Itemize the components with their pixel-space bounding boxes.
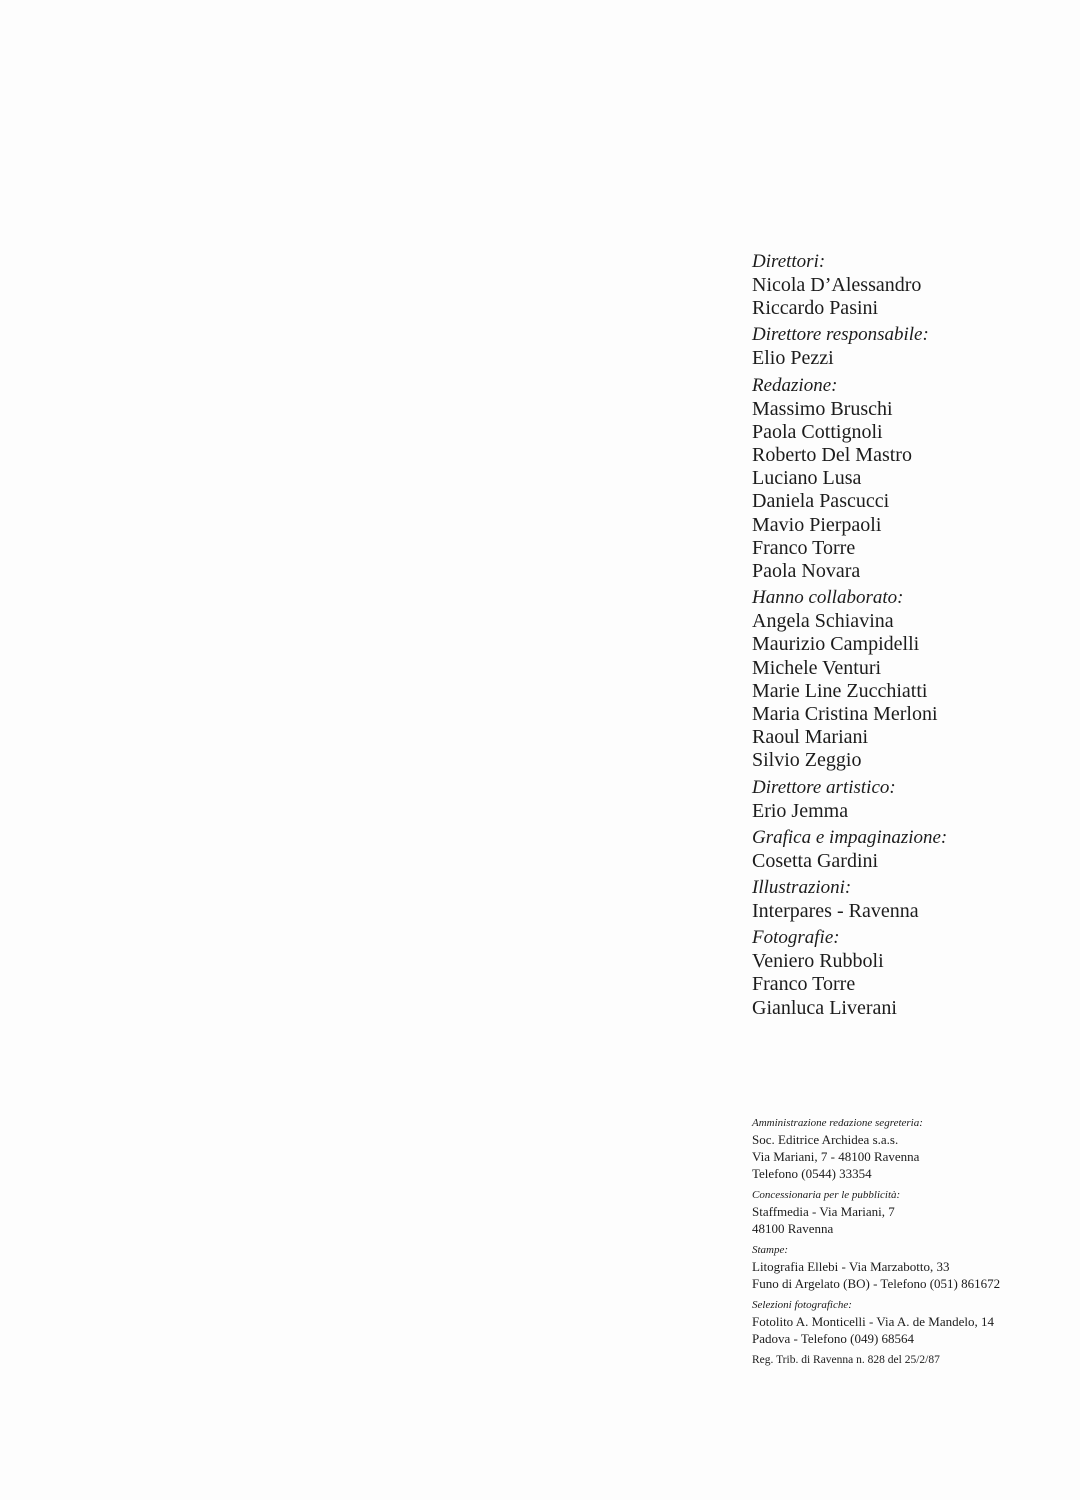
credit-name: Raoul Mariani	[752, 726, 869, 749]
credit-name: Franco Torre	[752, 536, 856, 559]
credit-section	[752, 586, 1072, 772]
imprint-line: Soc. Editrice Archidea s.a.s.	[752, 1132, 899, 1147]
credit-name: Nicola D’Alessandro	[752, 274, 922, 296]
imprint-block	[752, 1115, 1072, 1368]
imprint-line: Telefono (0544) 33354	[752, 1166, 872, 1181]
credit-section	[752, 374, 1072, 584]
imprint-label: Concessionaria per le pubblicità:	[752, 1189, 901, 1201]
credit-name: Gianluca Liverani	[752, 996, 897, 1019]
credits-block	[752, 250, 1072, 1023]
credit-role: Direttore responsabile:	[752, 324, 929, 346]
credit-section	[752, 876, 1072, 923]
credit-name: Maurizio Campidelli	[752, 633, 920, 656]
credit-name: Veniero Rubboli	[752, 950, 884, 973]
credit-role: Fotografie:	[752, 927, 840, 949]
credit-name: Franco Torre	[752, 973, 856, 996]
imprint-section	[752, 1297, 1072, 1347]
credit-name: Interpares - Ravenna	[752, 900, 919, 923]
credit-name: Paola Cottignoli	[752, 420, 883, 443]
imprint-label: Selezioni fotografiche:	[752, 1299, 852, 1311]
credit-name: Angela Schiavina	[752, 610, 894, 633]
credit-section	[752, 323, 1072, 370]
credit-role: Illustrazioni:	[752, 877, 852, 899]
credit-role: Grafica e impaginazione:	[752, 826, 948, 848]
imprint-label: Stampe:	[752, 1244, 789, 1256]
credit-name: Luciano Lusa	[752, 467, 862, 490]
imprint-line: Litografia Ellebi - Via Marzabotto, 33	[752, 1259, 950, 1274]
credit-name: Silvio Zeggio	[752, 749, 862, 772]
credit-name: Erio Jemma	[752, 799, 849, 822]
credit-name: Cosetta Gardini	[752, 849, 879, 872]
credit-name: Roberto Del Mastro	[752, 444, 912, 467]
credit-section	[752, 826, 1072, 873]
imprint-line: 48100 Ravenna	[752, 1221, 834, 1236]
credit-role: Direttore artistico:	[752, 776, 896, 798]
credit-role: Direttori:	[752, 251, 826, 272]
credit-section	[752, 926, 1072, 1020]
credit-name: Mavio Pierpaoli	[752, 513, 882, 536]
credit-name: Massimo Bruschi	[752, 397, 893, 420]
imprint-section	[752, 1115, 1072, 1182]
imprint-label: Amministrazione redazione segreteria:	[752, 1117, 923, 1129]
imprint-line: Funo di Argelato (BO) - Telefono (051) 861672	[752, 1276, 1001, 1291]
imprint-line: Staffmedia - Via Mariani, 7	[752, 1204, 895, 1219]
imprint-line: Via Mariani, 7 - 48100 Ravenna	[752, 1149, 920, 1164]
credit-name: Paola Novara	[752, 560, 861, 583]
credit-section	[752, 776, 1072, 823]
imprint-section	[752, 1187, 1072, 1237]
credit-role: Redazione:	[752, 374, 838, 396]
credit-role: Hanno collaborato:	[752, 587, 904, 609]
imprint-line: Fotolito A. Monticelli - Via A. de Mandelo, 14	[752, 1314, 994, 1329]
credit-section	[752, 250, 1072, 320]
imprint-section	[752, 1242, 1072, 1292]
credit-name: Elio Pezzi	[752, 347, 834, 370]
registration-note: Reg. Trib. di Ravenna n. 828 del 25/2/87	[752, 1354, 940, 1366]
credit-name: Maria Cristina Merloni	[752, 703, 938, 726]
imprint-line: Padova - Telefono (049) 68564	[752, 1331, 915, 1346]
credit-name: Riccardo Pasini	[752, 297, 879, 320]
credit-name: Daniela Pascucci	[752, 490, 890, 513]
credit-name: Michele Venturi	[752, 656, 882, 679]
credit-name: Marie Line Zucchiatti	[752, 679, 928, 702]
